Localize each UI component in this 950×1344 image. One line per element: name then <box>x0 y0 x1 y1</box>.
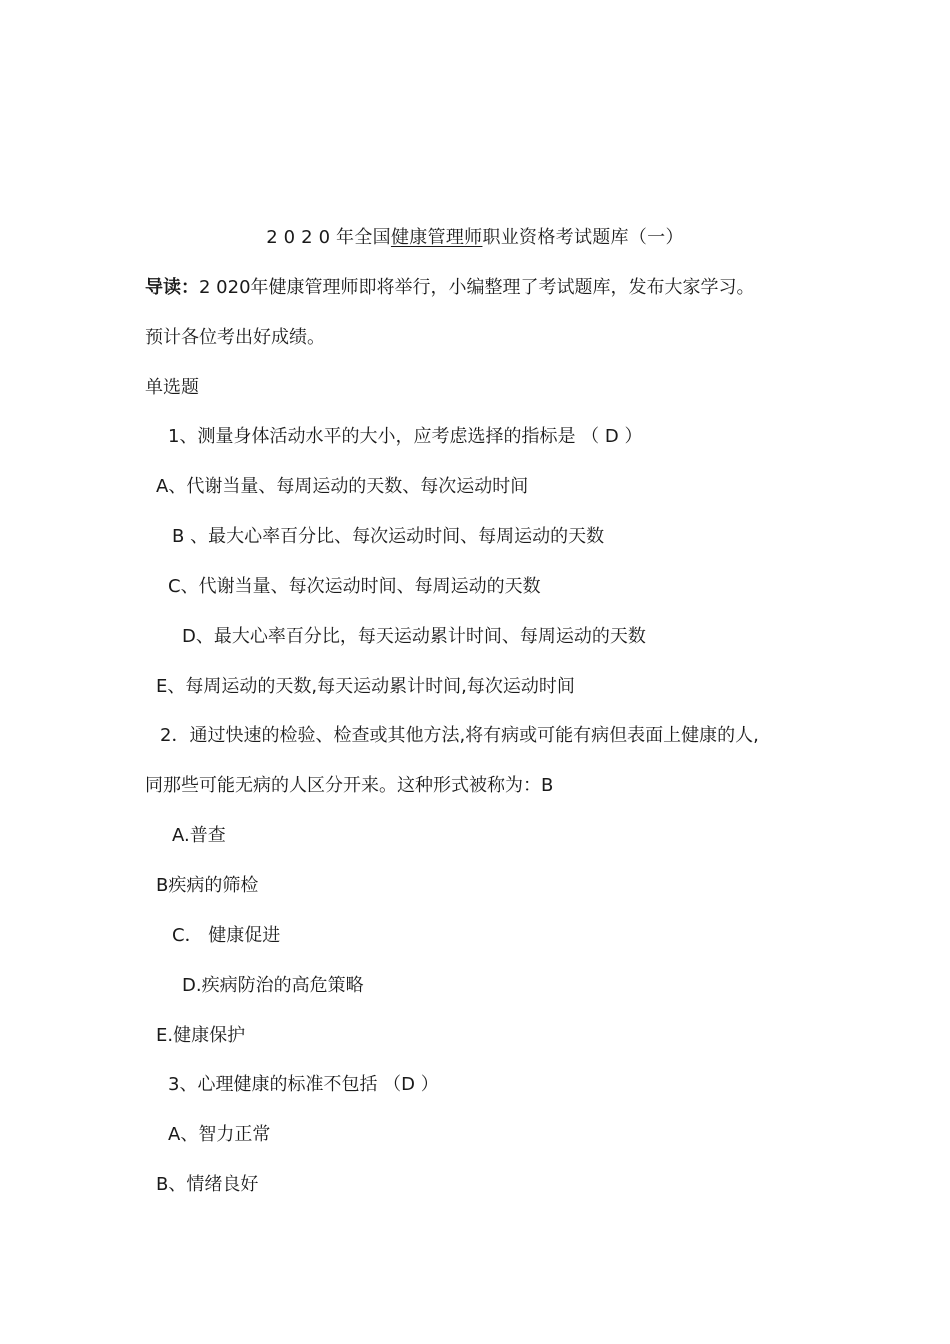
title-underlined-term: 健康管理师 <box>390 227 483 248</box>
question-2-option-d: D.疾病防治的高危策略 <box>182 975 364 996</box>
question-3-stem: 3、心理健康的标准不包括 （D ） <box>168 1074 439 1095</box>
question-2-option-b: B疾病的筛检 <box>156 875 259 896</box>
question-2-option-c: C． 健康促进 <box>172 925 281 946</box>
intro-text: 2 020年健康管理师即将举行，小编整理了考试题库，发布大家学习。 <box>199 277 755 298</box>
section-heading: 单选题 <box>145 377 199 398</box>
page-title <box>0 226 950 250</box>
question-3-option-a: A、智力正常 <box>168 1124 271 1145</box>
intro-continued: 预计各位考出好成绩。 <box>145 327 325 348</box>
question-1-option-b: B 、最大心率百分比、每次运动时间、每周运动的天数 <box>172 526 605 547</box>
intro-label: 导读： <box>145 277 199 298</box>
question-1-option-c: C、代谢当量、每次运动时间、每周运动的天数 <box>168 576 541 597</box>
question-2-stem-continued: 同那些可能无病的人区分开来。这种形式被称为：B <box>145 775 554 796</box>
intro-line <box>145 276 755 300</box>
question-1-stem: 1、测量身体活动水平的大小，应考虑选择的指标是 （ D ） <box>168 426 643 447</box>
title-year: 2020 <box>266 227 337 248</box>
question-1-option-a: A、代谢当量、每周运动的天数、每次运动时间 <box>156 476 529 497</box>
title-suffix: 职业资格考试题库（一） <box>482 227 684 248</box>
question-2-option-e: E.健康保护 <box>156 1025 246 1046</box>
title-prefix: 年全国 <box>336 227 391 248</box>
question-2-option-a: A.普查 <box>172 825 226 846</box>
question-1-option-e: E、每周运动的天数,每天运动累计时间,每次运动时间 <box>156 676 575 697</box>
question-1-option-d: D、最大心率百分比，每天运动累计时间、每周运动的天数 <box>182 626 646 647</box>
question-3-option-b: B、情绪良好 <box>156 1174 259 1195</box>
question-2-stem: 2．通过快速的检验、检查或其他方法,将有病或可能有病但表面上健康的人, <box>160 725 759 746</box>
